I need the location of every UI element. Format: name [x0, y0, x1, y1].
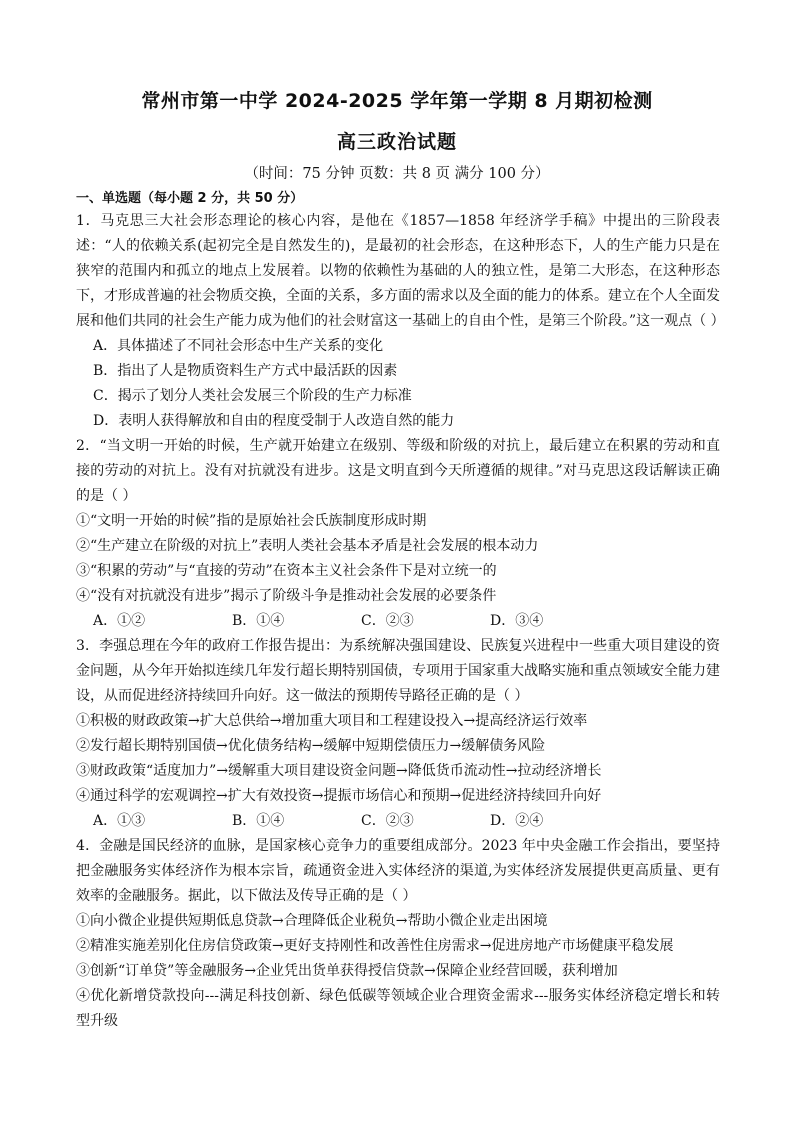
question-1-option-a: A．具体描述了不同社会形态中生产关系的变化 [93, 338, 384, 354]
exam-subtitle: 高三政治试题 [336, 131, 457, 153]
question-2-item-4: ④“没有对抗就没有进步”揭示了阶级斗争是推动社会发展的必要条件 [76, 588, 497, 604]
question-4-item-4: ④优化新增贷款投向---满足科技创新、绿色低碳等领域企业合理资金需求---服务实体经济稳定增长和转型升级 [76, 988, 720, 1029]
question-4-stem: 4．金融是国民经济的血脉，是国家核心竞争力的重要组成部分。2023 年中央金融工作会指出，要坚持把金融服务实体经济作为根本宗旨，疏通资金进入实体经济的渠道,为实体经济发展提供更高质量、更有效率的金融服务。据此，以下做法及传导正确的是（ ） [76, 838, 720, 904]
question-2-choice-c: C．②③ [361, 613, 414, 629]
question-3-item-1: ①积极的财政政策→扩大总供给→增加重大项目和工程建设投入→提高经济运行效率 [76, 713, 588, 729]
question-3-item-3: ③财政政策“适度加力”→缓解重大项目建设资金问题→降低货币流动性→拉动经济增长 [76, 763, 602, 779]
question-2-item-3: ③“积累的劳动”与“直接的劳动”在资本主义社会条件下是对立统一的 [76, 563, 497, 579]
exam-meta: （时间：75 分钟 页数：共 8 页 满分 100 分） [244, 166, 550, 182]
question-2-stem: 2．“当文明一开始的时候，生产就开始建立在级别、等级和阶级的对抗上，最后建立在积累的劳动和直接的劳动的对抗上。没有对抗就没有进步。这是文明直到今天所遵循的规律。”对马克思这段话解读正确的是（ ） [76, 438, 720, 504]
section-heading: 一、单选题（每小题 2 分，共 50 分） [76, 191, 304, 206]
question-2-item-2: ②“生产建立在阶级的对抗上”表明人类社会基本矛盾是社会发展的根本动力 [76, 538, 539, 554]
question-3-stem: 3．李强总理在今年的政府工作报告提出：为系统解决强国建设、民族复兴进程中一些重大项目建设的资金问题，从今年开始拟连续几年发行超长期特别国债，专项用于国家重大战略实施和重点领域安全能力建设，从而促进经济持续回升向好。这一做法的预期传导路径正确的是（ ） [76, 638, 720, 704]
question-3-choice-b: B．①④ [232, 813, 285, 829]
question-3-choice-d: D．②④ [490, 813, 544, 829]
question-3-item-4: ④通过科学的宏观调控→扩大有效投资→提振市场信心和预期→促进经济持续回升向好 [76, 788, 602, 804]
question-1-stem: 1．马克思三大社会形态理论的核心内容，是他在《1857—1858 年经济学手稿》中提出的三阶段表述：“人的依赖关系(起初完全是自然发生的)，是最初的社会形态，在这种形态下，人的生产能力只是在狭窄的范围内和孤立的地点上发展着。以物的依赖性为基础的人的独立性，是第二大形态，在这种形态下，才形成普遍的社会物质交换，全面的关系，多方面的需求以及全面的能力的体系。建立在个人全面发展和他们共同的社会生产能力成为他们的社会财富这一基础上的自由个性，是第三个阶段。”这一观点（ ） [76, 213, 725, 329]
question-3-item-2: ②发行超长期特别国债→优化债务结构→缓解中短期偿债压力→缓解债务风险 [76, 738, 546, 754]
question-1-option-d: D．表明人获得解放和自由的程度受制于人改造自然的能力 [93, 413, 455, 429]
question-4-item-2: ②精准实施差别化住房信贷政策→更好支持刚性和改善性住房需求→促进房地产市场健康平稳发展 [76, 938, 674, 954]
question-4-item-3: ③创新“订单贷”等金融服务→企业凭出货单获得授信贷款→保障企业经营回暖，获利增加 [76, 963, 618, 979]
question-2-choice-d: D．③④ [490, 613, 544, 629]
question-2-choice-b: B．①④ [232, 613, 285, 629]
question-1-option-b: B．指出了人是物质资料生产方式中最活跃的因素 [93, 363, 398, 379]
question-4-item-1: ①向小微企业提供短期低息贷款→合理降低企业税负→帮助小微企业走出困境 [76, 913, 548, 929]
question-1-option-c: C．揭示了划分人类社会发展三个阶段的生产力标准 [93, 388, 412, 404]
exam-title: 常州市第一中学 2024-2025 学年第一学期 8 月期初检测 [141, 90, 653, 112]
question-2-choice-a: A．①② [93, 613, 146, 629]
question-2-item-1: ①“文明一开始的时候”指的是原始社会氏族制度形成时期 [76, 513, 427, 529]
question-3-choice-a: A．①③ [93, 813, 146, 829]
question-3-choice-c: C．②③ [361, 813, 414, 829]
